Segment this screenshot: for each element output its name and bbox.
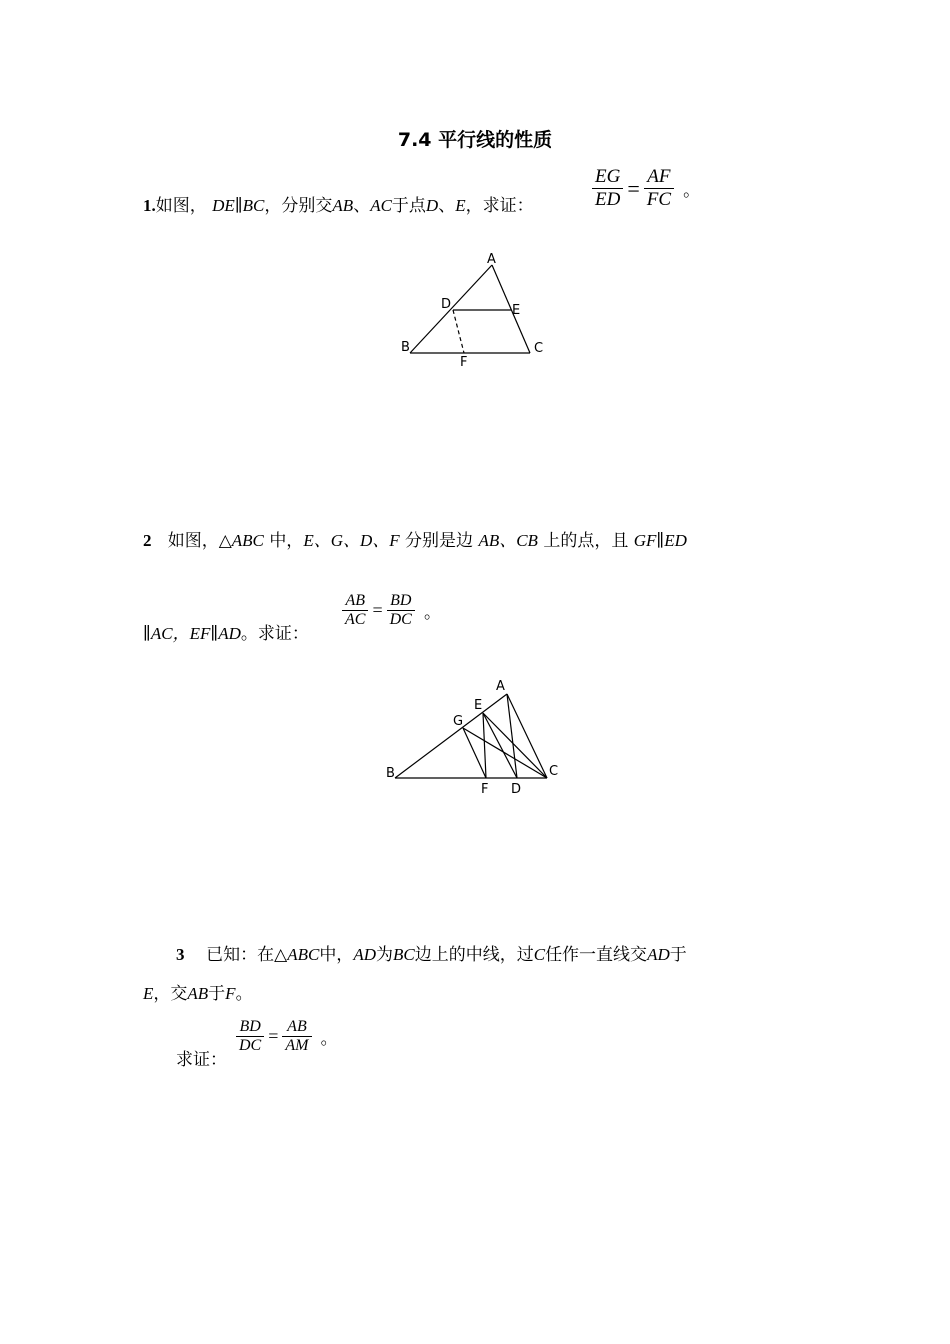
problem-3-prove-label: 求证： xyxy=(176,1050,227,1070)
problem-1-statement: 1.如图， DE∥BC，分别交AB、AC于点D、E，求证： xyxy=(143,196,534,216)
label-b: B xyxy=(386,766,395,781)
problem-2-statement-line2: ∥AC，EF∥AD。求证： xyxy=(143,624,309,644)
figure-1 xyxy=(390,245,560,370)
segment-ad xyxy=(507,694,517,778)
problem-2-statement: 2 如图，△ABC 中，E、G、D、F 分别是边 AB、CB 上的点，且 GF∥ED xyxy=(143,531,687,551)
segment-ef xyxy=(483,713,486,778)
fraction-right: $\frac{AB}{AM}$ xyxy=(282,1018,311,1055)
condition: DE∥BC xyxy=(212,196,265,215)
label-c: C xyxy=(549,764,559,779)
page-title: 7.4 平行线的性质 xyxy=(397,129,553,151)
problem-3-statement: 3 已知：在△ABC中，AD为BC边上的中线，过C任作一直线交AD于 xyxy=(176,945,687,965)
label-e: E xyxy=(474,698,483,713)
label-a: A xyxy=(496,679,505,694)
fraction-left: $\frac{BD}{DC}$ xyxy=(236,1018,264,1055)
figure-2 xyxy=(380,676,565,801)
segment-ba xyxy=(395,694,507,778)
label-e: E xyxy=(512,303,521,318)
label-d: D xyxy=(511,782,522,797)
problem-2-equation: $\frac{AB}{AC}$ = $\frac{BD}{DC}$ 。 xyxy=(342,592,441,629)
problem-3-number: 3 xyxy=(176,945,185,964)
fraction-right: $\frac{BD}{DC}$ xyxy=(387,592,415,629)
label-a: A xyxy=(487,252,496,267)
label-d: D xyxy=(441,297,452,312)
segment-ed xyxy=(483,713,517,778)
problem-3-statement-line2: E，交AB于F。 xyxy=(143,984,253,1004)
label-c: C xyxy=(534,341,544,356)
segment-ac xyxy=(492,265,530,353)
fraction-left: $\frac{EG}{ED}$ xyxy=(592,166,623,211)
label-g: G xyxy=(453,714,464,729)
problem-1-number: 1. xyxy=(143,196,156,215)
label-f: F xyxy=(481,782,489,797)
segment-df-dashed xyxy=(453,310,464,353)
problem-3-equation: $\frac{BD}{DC}$ = $\frac{AB}{AM}$ 。 xyxy=(236,1018,338,1055)
fraction-right: $\frac{AF}{FC}$ xyxy=(644,166,674,211)
label-b: B xyxy=(401,340,410,355)
fraction-left: $\frac{AB}{AC}$ xyxy=(342,592,368,629)
label-f: F xyxy=(460,355,468,370)
problem-1-equation: $\frac{EG}{ED}$ = $\frac{AF}{FC}$ 。 xyxy=(592,166,700,211)
problem-2-number: 2 xyxy=(143,531,152,550)
